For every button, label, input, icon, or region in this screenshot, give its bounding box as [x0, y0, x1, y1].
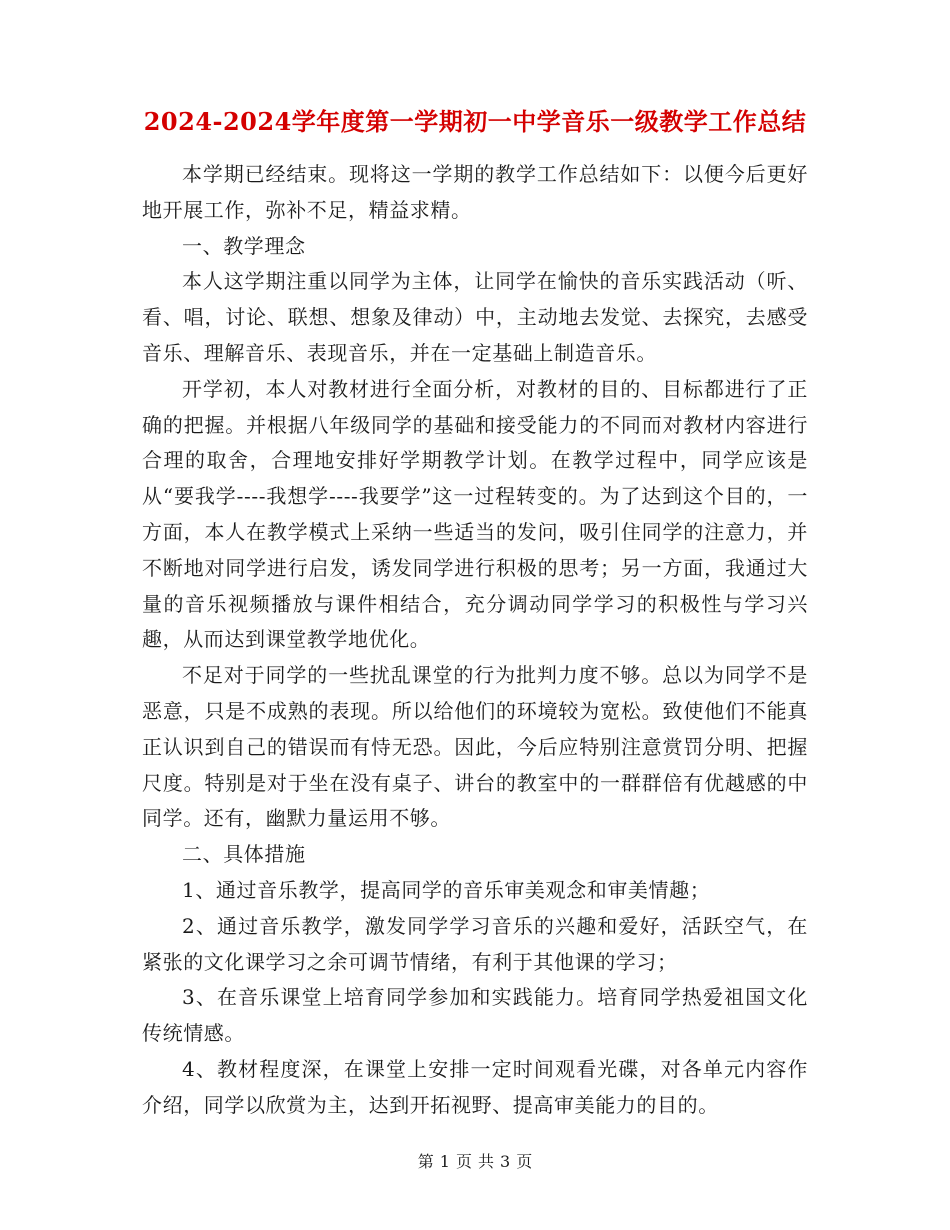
paragraph-shortcomings: 不足对于同学的一些扰乱课堂的行为批判力度不够。总以为同学不是恶意，只是不成熟的表现。所以给他们的环境较为宽松。致使他们不能真正认识到自己的错误而有恃无恐。因此，今后应特别注意赏罚分明、把握尺度。特别是对于坐在没有桌子、讲台的教室中的一群群倍有优越感的中同学。还有，幽默力量运用不够。 [142, 663, 808, 831]
page-footer [0, 1152, 950, 1172]
list-item-measure-1: 1、通过音乐教学，提高同学的音乐审美观念和审美情趣； [182, 877, 711, 902]
footer-total-unit: 页 [516, 1152, 533, 1171]
document-body [142, 157, 808, 1124]
footer-total-prefix: 共 [478, 1152, 495, 1171]
list-item-measure-4: 4、教材程度深，在课堂上安排一定时间观看光碟，对各单元内容作介绍，同学以欣赏为主，达到开拓视野、提高审美能力的目的。 [142, 1056, 808, 1117]
paragraph-term-start: 开学初，本人对教材进行全面分析，对教材的目的、目标都进行了正确的把握。并根据八年级同学的基础和接受能力的不同而对教材内容进行合理的取舍，合理地安排好学期教学计划。在教学过程中，同学应该是从“要我学----我想学----我要学”这一过程转变的。为了达到这个目的，一方面，本人在教学模式上采纳一些适当的发问，吸引住同学的注意力，并不断地对同学进行启发，诱发同学进行积极的思考；另一方面，我通过大量的音乐视频播放与课件相结合，充分调动同学学习的积极性与学习兴趣，从而达到课堂教学地优化。 [142, 376, 808, 652]
section-heading-measures: 二、具体措施 [182, 842, 306, 867]
list-item-measure-2: 2、通过音乐教学，激发同学学习音乐的兴趣和爱好，活跃空气，在紧张的文化课学习之余可调节情绪，有利于其他课的学习； [142, 913, 808, 974]
section-heading-teaching-philosophy: 一、教学理念 [182, 233, 306, 258]
footer-total-pages: 3 [500, 1152, 511, 1171]
paragraph-philosophy: 本人这学期注重以同学为主体，让同学在愉快的音乐实践活动（听、看、唱，讨论、联想、想象及律动）中，主动地去发觉、去探究，去感受音乐、理解音乐、表现音乐，并在一定基础上制造音乐。 [142, 269, 808, 365]
document-title: 2024-2024学年度第一学期初一中学音乐一级教学工作总结 [143, 107, 807, 136]
footer-page-unit: 页 [455, 1152, 472, 1171]
list-item-measure-3: 3、在音乐课堂上培育同学参加和实践能力。培育同学热爱祖国文化传统情感。 [142, 985, 808, 1046]
footer-current-page: 1 [439, 1152, 450, 1171]
paragraph-intro: 本学期已经结束。现将这一学期的教学工作总结如下：以便今后更好地开展工作，弥补不足，精益求精。 [142, 162, 808, 222]
footer-prefix: 第 [417, 1152, 434, 1171]
